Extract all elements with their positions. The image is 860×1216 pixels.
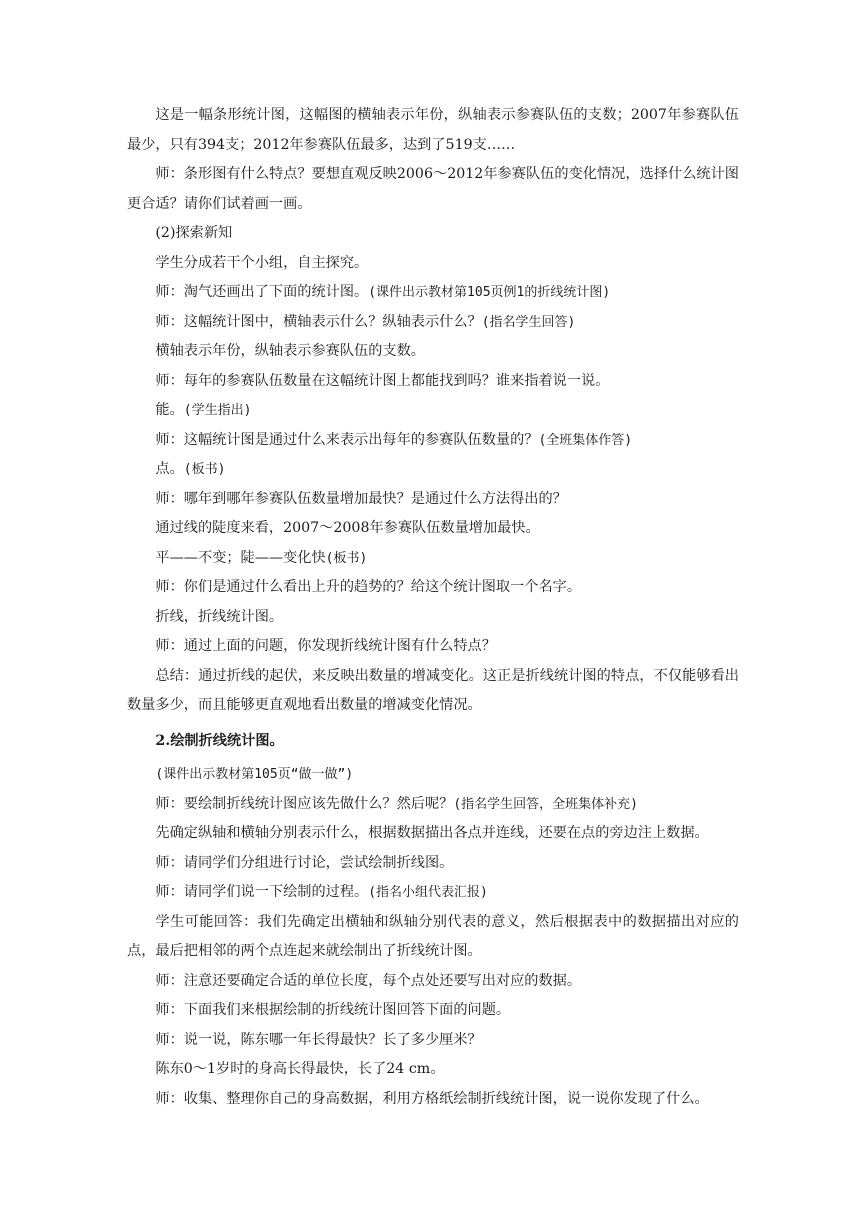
paragraph bbox=[127, 426, 739, 456]
teaching-note: (课件出示教材第105页“做一做”) bbox=[155, 767, 354, 782]
paragraph: 学生分成若干个小组，自主探究。 bbox=[155, 254, 369, 271]
paragraph: 师：下面我们来根据绘制的折线统计图回答下面的问题。 bbox=[155, 1002, 511, 1018]
paragraph: 这是一幅条形统计图，这幅图的横轴表示年份，纵轴表示参赛队伍的支数；2007年参赛队伍最少，只有394支；2012年参赛队伍最多，达到了519支…… bbox=[127, 107, 739, 153]
paragraph: 通过线的陡度来看，2007～2008年参赛队伍数量增加最快。 bbox=[155, 520, 540, 536]
teaching-note: (板书) bbox=[183, 462, 226, 477]
paragraph: 横轴表示年份，纵轴表示参赛队伍的支数。 bbox=[155, 343, 425, 359]
paragraph-text: 师：淘气还画出了下面的统计图。 bbox=[155, 284, 369, 300]
paragraph: 总结：通过折线的起伏，来反映出数量的增减变化。这正是折线统计图的特点，不仅能够看出数量多少，而且能够更直观地看出数量的增减变化情况。 bbox=[127, 667, 739, 713]
paragraph: 师：每年的参赛队伍数量在这幅统计图上都能找到吗？谁来指着说一说。 bbox=[155, 372, 610, 389]
paragraph: 师：收集、整理你自己的身高数据，利用方格纸绘制折线统计图，说一说你发现了什么。 bbox=[155, 1090, 709, 1107]
paragraph bbox=[127, 878, 739, 908]
teaching-note: (学生指出) bbox=[183, 403, 252, 418]
paragraph-text: 师：这幅统计图是通过什么来表示出每年的参赛队伍数量的？ bbox=[155, 431, 539, 448]
teaching-note: (指名学生回答，全班集体补充) bbox=[453, 796, 638, 812]
paragraph: 师：你们是通过什么看出上升的趋势的？给这个统计图取一个名字。 bbox=[155, 579, 582, 595]
paragraph-text: 平——不变；陡——变化快 bbox=[155, 549, 326, 566]
paragraph-text: 师：这幅统计图中，横轴表示什么？纵轴表示什么？ bbox=[155, 313, 482, 330]
paragraph-text: 能。 bbox=[155, 402, 184, 418]
paragraph bbox=[127, 760, 739, 790]
paragraph-text: 师：要绘制折线统计图应该先做什么？然后呢？ bbox=[155, 795, 454, 812]
paragraph bbox=[127, 308, 739, 338]
paragraph bbox=[127, 790, 739, 820]
paragraph bbox=[127, 544, 739, 574]
document-body bbox=[127, 101, 739, 1114]
paragraph-text: 点。 bbox=[155, 461, 184, 477]
paragraph: 师：请同学们分组进行讨论，尝试绘制折线图。 bbox=[155, 854, 454, 871]
paragraph: 师：说一说，陈东哪一年长得最快？长了多少厘米？ bbox=[155, 1031, 482, 1048]
teaching-note: (板书) bbox=[325, 550, 368, 566]
paragraph: 先确定纵轴和横轴分别表示什么，根据数据描出各点并连线，还要在点的旁边注上数据。 bbox=[155, 825, 709, 841]
paragraph: 师：通过上面的问题，你发现折线统计图有什么特点？ bbox=[155, 638, 496, 654]
paragraph: 学生可能回答：我们先确定出横轴和纵轴分别代表的意义，然后根据表中的数据描出对应的点，最后把相邻的两个点连起来就绘制出了折线统计图。 bbox=[127, 913, 739, 959]
section-heading: (2)探索新知 bbox=[155, 225, 233, 241]
paragraph: 师：注意还要确定合适的单位长度，每个点处还要写出对应的数据。 bbox=[155, 972, 582, 989]
paragraph-text: 师：请同学们说一下绘制的过程。 bbox=[155, 884, 369, 900]
paragraph bbox=[127, 396, 739, 426]
paragraph: 师：条形图有什么特点？要想直观反映2006～2012年参赛队伍的变化情况，选择什么统计图更合适？请你们试着画一画。 bbox=[127, 166, 739, 212]
paragraph: 师：哪年到哪年参赛队伍数量增加最快？是通过什么方法得出的？ bbox=[155, 490, 567, 507]
teaching-note: (课件出示教材第105页例1的折线统计图) bbox=[368, 285, 611, 300]
section-heading: 2.绘制折线统计图。 bbox=[155, 732, 284, 749]
teaching-note: (指名学生回答) bbox=[481, 314, 576, 330]
paragraph bbox=[127, 278, 739, 308]
paragraph: 折线，折线统计图。 bbox=[155, 608, 284, 625]
teaching-note: (全班集体作答) bbox=[538, 432, 633, 448]
teaching-note: (指名小组代表汇报) bbox=[368, 885, 488, 900]
paragraph bbox=[127, 455, 739, 485]
paragraph: 陈东0～1岁时的身高长得最快，长了24 cm。 bbox=[155, 1061, 445, 1077]
